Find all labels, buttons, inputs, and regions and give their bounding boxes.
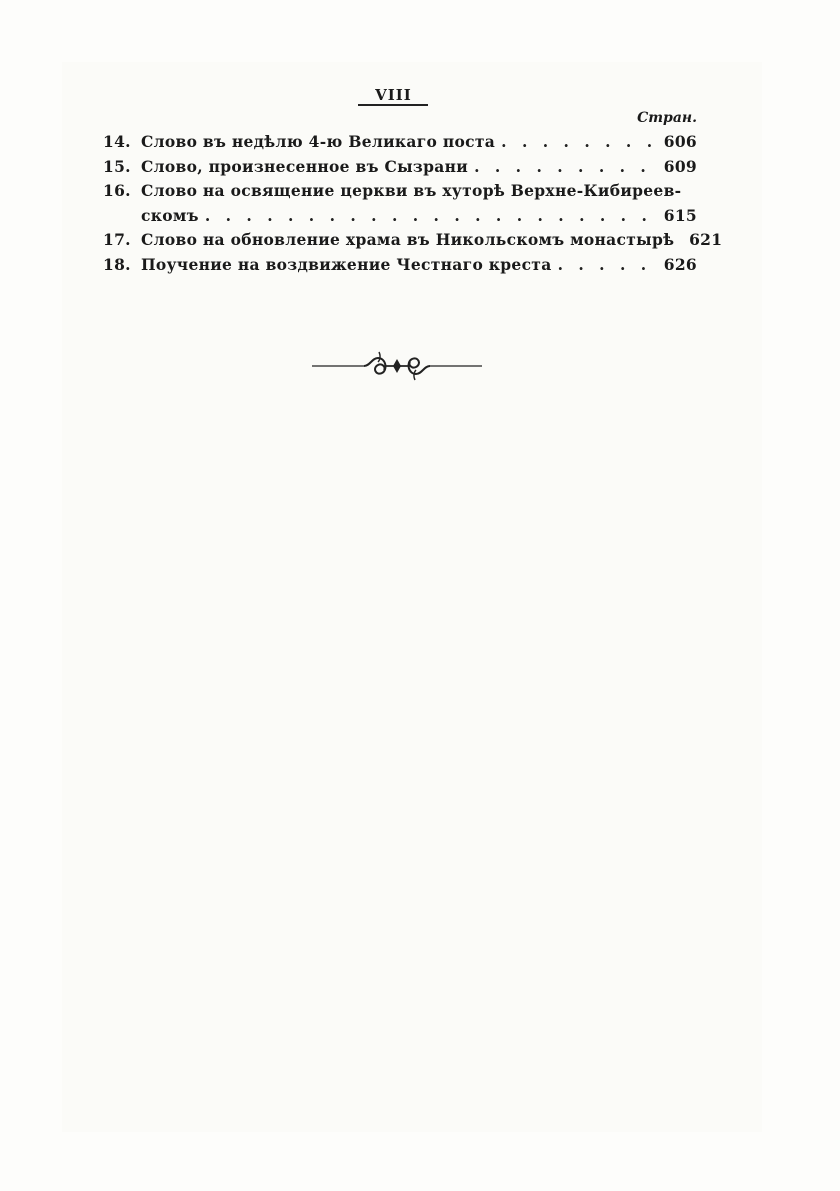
entry-page: 609 <box>663 156 697 176</box>
entry-number: 14. <box>103 132 131 151</box>
entry-title: Поучение на воздвижение Честнаго креста <box>141 254 552 274</box>
toc-entry <box>103 179 697 228</box>
dot-leader <box>501 130 655 155</box>
entry-number: 18. <box>103 254 131 274</box>
entry-title: Слово на освящение церкви въ хуторѣ Верхне-Кибиреев- <box>141 181 682 200</box>
table-of-contents <box>103 130 723 277</box>
entry-page: 606 <box>663 132 697 151</box>
entry-title: Слово въ недѣлю 4-ю Великаго поста <box>141 132 496 151</box>
entry-number: 17. <box>103 230 131 249</box>
page-column-heading: Стран. <box>637 110 697 126</box>
decorative-flourish-icon <box>312 348 482 384</box>
entry-title: Слово, произнесенное въ Сызрани <box>141 156 469 176</box>
dot-leader <box>558 253 655 278</box>
toc-entry <box>103 253 697 278</box>
entry-page: 621 <box>689 230 723 249</box>
entry-number: 16. <box>103 181 131 200</box>
entry-number: 15. <box>103 156 131 176</box>
toc-entry <box>103 228 723 253</box>
toc-entry <box>103 155 697 180</box>
toc-entry <box>103 130 697 155</box>
entry-title: Слово на обновление храма въ Никольскомъ монастырѣ <box>141 230 675 249</box>
dot-leader <box>205 204 655 229</box>
dot-leader <box>474 155 655 180</box>
entry-page: 615 <box>663 205 697 225</box>
entry-title-continuation: скомъ <box>141 205 199 225</box>
page-number: VIII <box>375 86 412 104</box>
entry-page: 626 <box>663 254 697 274</box>
page-number-rule <box>358 104 428 106</box>
